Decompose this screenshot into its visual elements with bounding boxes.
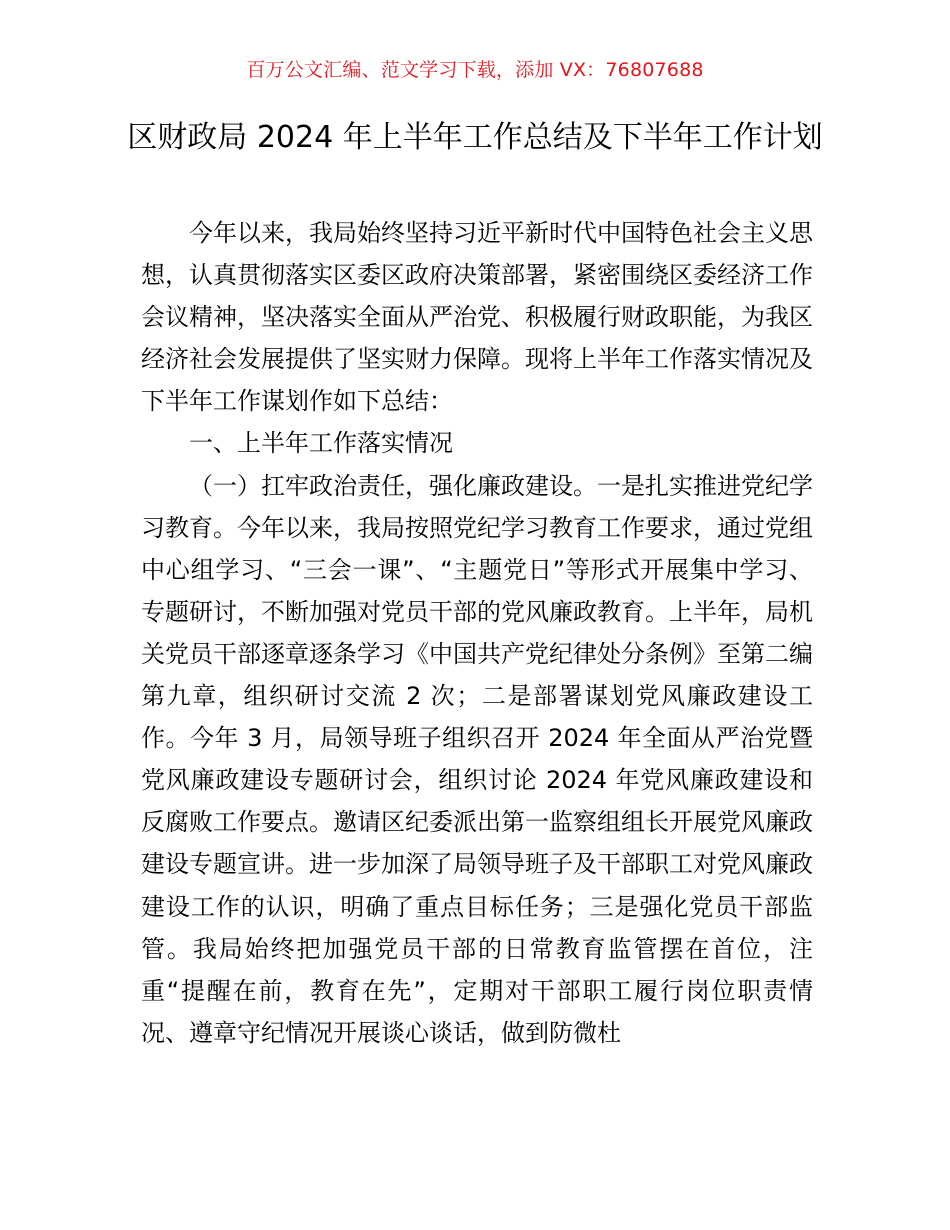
intro-paragraph: 今年以来，我局始终坚持习近平新时代中国特色社会主义思想，认真贯彻落实区委区政府决策部署，紧密围绕区委经济工作会议精神，坚决落实全面从严治党、积极履行财政职能，为我区经济社会发展提供了坚实财力保障。现将上半年工作落实情况及下半年工作谋划作如下总结： [141,219,813,416]
document-body [141,212,813,1054]
header-banner: 百万公文汇编、范文学习下载，添加 VX：76807688 [246,59,704,81]
document-title: 区财政局 2024 年上半年工作总结及下半年工作计划 [127,120,823,155]
body-paragraph: （一）扛牢政治责任，强化廉政建设。一是扎实推进党纪学习教育。今年以来，我局按照党纪学习教育工作要求，通过党组中心组学习、“三会一课”、“主题党日”等形式开展集中学习、专题研讨，不断加强对党员干部的党风廉政教育。上半年，局机关党员干部逐章逐条学习《中国共产党纪律处分条例》至第二编第九章，组织研讨交流 2 次；二是部署谋划党风廉政建设工作。今年 3 月，局领导班子组织召开 2024 年全面从严治党暨党风廉政建设专题研讨会，组织讨论 2024 年党风廉政建设和反腐败工作要点。邀请区纪委派出第一监察组组长开展党风廉政建设专题宣讲。进一步加深了局领导班子及干部职工对党风廉政建设工作的认识，明确了重点目标任务；三是强化党员干部监管。我局始终把加强党员干部的日常教育监管摆在首位，注重“提醒在前，教育在先”，定期对干部职工履行岗位职责情况、遵章守纪情况开展谈心谈话，做到防微杜 [141,471,813,1047]
section-heading: 一、上半年工作落实情况 [189,429,453,458]
